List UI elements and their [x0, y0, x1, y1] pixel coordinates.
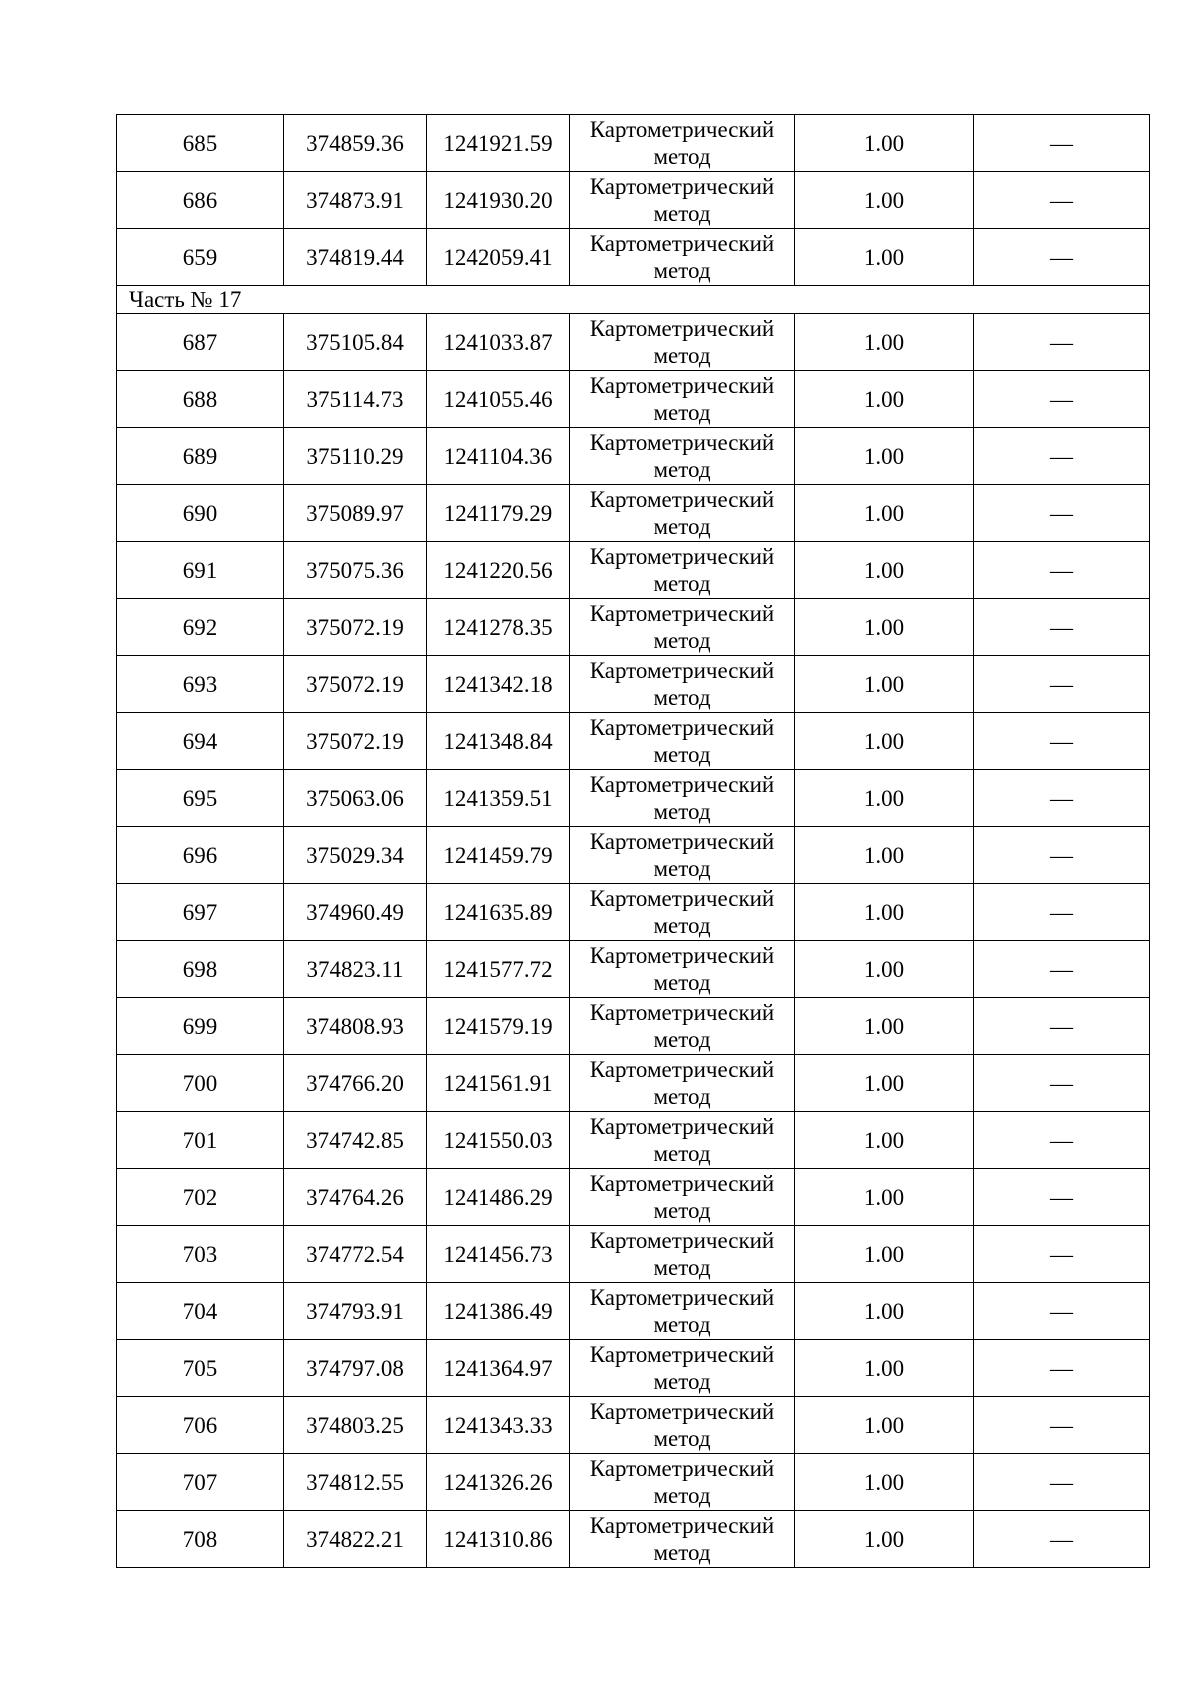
y-coordinate-cell: 1241550.03: [427, 1112, 570, 1169]
method-text-line1: Картометрический: [589, 174, 775, 199]
method-text-line2: метод: [653, 144, 711, 169]
point-number-cell: 659: [117, 229, 284, 286]
method-text-line2: метод: [653, 742, 711, 767]
method-text-line2: метод: [653, 201, 711, 226]
method-text-line2: метод: [653, 856, 711, 881]
table-row: [117, 1112, 1150, 1169]
description-cell: —: [974, 599, 1150, 656]
method-cell: [570, 713, 795, 770]
y-coordinate-cell: 1241561.91: [427, 1055, 570, 1112]
table-row: [117, 884, 1150, 941]
method-cell: [570, 1169, 795, 1226]
description-cell: —: [974, 1169, 1150, 1226]
method-cell: [570, 1454, 795, 1511]
point-number-cell: 695: [117, 770, 284, 827]
coordinates-table-body: [117, 115, 1150, 1568]
method-text-line1: Картометрический: [589, 1000, 775, 1025]
x-coordinate-cell: 374803.25: [284, 1397, 427, 1454]
accuracy-cell: 1.00: [795, 542, 974, 599]
y-coordinate-cell: 1241179.29: [427, 485, 570, 542]
x-coordinate-cell: 375063.06: [284, 770, 427, 827]
method-text-line1: Картометрический: [589, 1057, 775, 1082]
x-coordinate-cell: 374793.91: [284, 1283, 427, 1340]
accuracy-cell: 1.00: [795, 998, 974, 1055]
y-coordinate-cell: 1241579.19: [427, 998, 570, 1055]
table-row: [117, 542, 1150, 599]
method-cell: [570, 542, 795, 599]
method-text-line1: Картометрический: [589, 544, 775, 569]
y-coordinate-cell: 1241348.84: [427, 713, 570, 770]
coordinates-table: [116, 114, 1150, 1568]
method-text-line1: Картометрический: [589, 117, 775, 142]
y-coordinate-cell: 1241033.87: [427, 314, 570, 371]
method-text-line2: метод: [653, 514, 711, 539]
point-number-cell: 699: [117, 998, 284, 1055]
x-coordinate-cell: 374772.54: [284, 1226, 427, 1283]
table-row: [117, 485, 1150, 542]
point-number-cell: 690: [117, 485, 284, 542]
x-coordinate-cell: 374742.85: [284, 1112, 427, 1169]
table-row: [117, 1340, 1150, 1397]
description-cell: —: [974, 229, 1150, 286]
x-coordinate-cell: 375072.19: [284, 656, 427, 713]
method-text-line2: метод: [653, 1255, 711, 1280]
table-row: [117, 371, 1150, 428]
method-text-line1: Картометрический: [589, 601, 775, 626]
method-cell: [570, 229, 795, 286]
method-cell: [570, 599, 795, 656]
point-number-cell: 688: [117, 371, 284, 428]
y-coordinate-cell: 1241635.89: [427, 884, 570, 941]
method-text-line2: метод: [653, 1312, 711, 1337]
method-text-line2: метод: [653, 1198, 711, 1223]
point-number-cell: 702: [117, 1169, 284, 1226]
table-row: [117, 656, 1150, 713]
y-coordinate-cell: 1241486.29: [427, 1169, 570, 1226]
point-number-cell: 697: [117, 884, 284, 941]
x-coordinate-cell: 374822.21: [284, 1511, 427, 1568]
x-coordinate-cell: 375105.84: [284, 314, 427, 371]
accuracy-cell: 1.00: [795, 827, 974, 884]
table-row: [117, 1511, 1150, 1568]
description-cell: —: [974, 1454, 1150, 1511]
method-text-line1: Картометрический: [589, 1456, 775, 1481]
method-cell: [570, 884, 795, 941]
table-row: [117, 827, 1150, 884]
y-coordinate-cell: 1241359.51: [427, 770, 570, 827]
y-coordinate-cell: 1241343.33: [427, 1397, 570, 1454]
accuracy-cell: 1.00: [795, 485, 974, 542]
accuracy-cell: 1.00: [795, 1283, 974, 1340]
point-number-cell: 686: [117, 172, 284, 229]
method-text-line1: Картометрический: [589, 1285, 775, 1310]
description-cell: —: [974, 542, 1150, 599]
description-cell: —: [974, 1226, 1150, 1283]
table-row: [117, 115, 1150, 172]
method-cell: [570, 1055, 795, 1112]
method-text-line1: Картометрический: [589, 1114, 775, 1139]
description-cell: —: [974, 485, 1150, 542]
method-text-line2: метод: [653, 400, 711, 425]
description-cell: —: [974, 941, 1150, 998]
description-cell: —: [974, 1283, 1150, 1340]
accuracy-cell: 1.00: [795, 1340, 974, 1397]
method-cell: [570, 1283, 795, 1340]
table-row: [117, 998, 1150, 1055]
method-cell: [570, 1397, 795, 1454]
method-text-line2: метод: [653, 1027, 711, 1052]
x-coordinate-cell: 374823.11: [284, 941, 427, 998]
method-text-line2: метод: [653, 1540, 711, 1565]
method-text-line2: метод: [653, 457, 711, 482]
y-coordinate-cell: 1241930.20: [427, 172, 570, 229]
method-text-line2: метод: [653, 799, 711, 824]
y-coordinate-cell: 1241921.59: [427, 115, 570, 172]
description-cell: —: [974, 1112, 1150, 1169]
method-text-line1: Картометрический: [589, 886, 775, 911]
method-cell: [570, 656, 795, 713]
accuracy-cell: 1.00: [795, 713, 974, 770]
description-cell: —: [974, 656, 1150, 713]
x-coordinate-cell: 374797.08: [284, 1340, 427, 1397]
description-cell: —: [974, 770, 1150, 827]
y-coordinate-cell: 1241459.79: [427, 827, 570, 884]
method-text-line2: метод: [653, 571, 711, 596]
point-number-cell: 705: [117, 1340, 284, 1397]
table-row: [117, 1169, 1150, 1226]
part-header-row: [117, 286, 1150, 314]
method-text-line1: Картометрический: [589, 1228, 775, 1253]
description-cell: —: [974, 371, 1150, 428]
method-text-line1: Картометрический: [589, 316, 775, 341]
x-coordinate-cell: 375075.36: [284, 542, 427, 599]
method-cell: [570, 1340, 795, 1397]
point-number-cell: 706: [117, 1397, 284, 1454]
accuracy-cell: 1.00: [795, 428, 974, 485]
accuracy-cell: 1.00: [795, 314, 974, 371]
accuracy-cell: 1.00: [795, 1169, 974, 1226]
method-text-line1: Картометрический: [589, 1171, 775, 1196]
table-row: [117, 229, 1150, 286]
description-cell: —: [974, 428, 1150, 485]
method-text-line1: Картометрический: [589, 1513, 775, 1538]
table-row: [117, 713, 1150, 770]
method-cell: [570, 827, 795, 884]
method-cell: [570, 485, 795, 542]
point-number-cell: 698: [117, 941, 284, 998]
x-coordinate-cell: 375110.29: [284, 428, 427, 485]
x-coordinate-cell: 375089.97: [284, 485, 427, 542]
method-text-line1: Картометрический: [589, 829, 775, 854]
point-number-cell: 703: [117, 1226, 284, 1283]
method-text-line1: Картометрический: [589, 943, 775, 968]
x-coordinate-cell: 375114.73: [284, 371, 427, 428]
x-coordinate-cell: 374873.91: [284, 172, 427, 229]
x-coordinate-cell: 375029.34: [284, 827, 427, 884]
table-row: [117, 314, 1150, 371]
method-text-line1: Картометрический: [589, 487, 775, 512]
method-text-line2: метод: [653, 913, 711, 938]
method-cell: [570, 428, 795, 485]
accuracy-cell: 1.00: [795, 1511, 974, 1568]
x-coordinate-cell: 374859.36: [284, 115, 427, 172]
accuracy-cell: 1.00: [795, 599, 974, 656]
method-text-line1: Картометрический: [589, 715, 775, 740]
accuracy-cell: 1.00: [795, 884, 974, 941]
y-coordinate-cell: 1241310.86: [427, 1511, 570, 1568]
method-cell: [570, 1511, 795, 1568]
table-row: [117, 172, 1150, 229]
y-coordinate-cell: 1241364.97: [427, 1340, 570, 1397]
method-text-line1: Картометрический: [589, 430, 775, 455]
description-cell: —: [974, 998, 1150, 1055]
method-text-line2: метод: [653, 1369, 711, 1394]
method-cell: [570, 1112, 795, 1169]
description-cell: —: [974, 314, 1150, 371]
accuracy-cell: 1.00: [795, 1112, 974, 1169]
x-coordinate-cell: 375072.19: [284, 713, 427, 770]
point-number-cell: 687: [117, 314, 284, 371]
table-row: [117, 941, 1150, 998]
y-coordinate-cell: 1241055.46: [427, 371, 570, 428]
method-cell: [570, 770, 795, 827]
table-row: [117, 1226, 1150, 1283]
table-row: [117, 1283, 1150, 1340]
x-coordinate-cell: 375072.19: [284, 599, 427, 656]
y-coordinate-cell: 1241220.56: [427, 542, 570, 599]
method-text-line2: метод: [653, 258, 711, 283]
accuracy-cell: 1.00: [795, 115, 974, 172]
table-row: [117, 1055, 1150, 1112]
y-coordinate-cell: 1241577.72: [427, 941, 570, 998]
method-cell: [570, 115, 795, 172]
method-text-line1: Картометрический: [589, 231, 775, 256]
y-coordinate-cell: 1241342.18: [427, 656, 570, 713]
method-cell: [570, 314, 795, 371]
point-number-cell: 685: [117, 115, 284, 172]
method-text-line2: метод: [653, 685, 711, 710]
method-text-line2: метод: [653, 970, 711, 995]
accuracy-cell: 1.00: [795, 1055, 974, 1112]
method-cell: [570, 172, 795, 229]
point-number-cell: 701: [117, 1112, 284, 1169]
x-coordinate-cell: 374819.44: [284, 229, 427, 286]
description-cell: —: [974, 1511, 1150, 1568]
description-cell: —: [974, 1340, 1150, 1397]
point-number-cell: 693: [117, 656, 284, 713]
method-text-line1: Картометрический: [589, 1342, 775, 1367]
description-cell: —: [974, 1397, 1150, 1454]
method-text-line2: метод: [653, 1141, 711, 1166]
y-coordinate-cell: 1242059.41: [427, 229, 570, 286]
description-cell: —: [974, 1055, 1150, 1112]
description-cell: —: [974, 172, 1150, 229]
y-coordinate-cell: 1241326.26: [427, 1454, 570, 1511]
method-text-line2: метод: [653, 1426, 711, 1451]
point-number-cell: 691: [117, 542, 284, 599]
y-coordinate-cell: 1241278.35: [427, 599, 570, 656]
point-number-cell: 694: [117, 713, 284, 770]
x-coordinate-cell: 374812.55: [284, 1454, 427, 1511]
table-row: [117, 1454, 1150, 1511]
accuracy-cell: 1.00: [795, 656, 974, 713]
accuracy-cell: 1.00: [795, 1454, 974, 1511]
x-coordinate-cell: 374764.26: [284, 1169, 427, 1226]
x-coordinate-cell: 374808.93: [284, 998, 427, 1055]
method-text-line2: метод: [653, 1483, 711, 1508]
method-cell: [570, 371, 795, 428]
x-coordinate-cell: 374766.20: [284, 1055, 427, 1112]
method-cell: [570, 1226, 795, 1283]
accuracy-cell: 1.00: [795, 1226, 974, 1283]
table-row: [117, 770, 1150, 827]
point-number-cell: 704: [117, 1283, 284, 1340]
description-cell: —: [974, 115, 1150, 172]
x-coordinate-cell: 374960.49: [284, 884, 427, 941]
method-text-line2: метод: [653, 1084, 711, 1109]
method-text-line1: Картометрический: [589, 373, 775, 398]
method-text-line1: Картометрический: [589, 772, 775, 797]
accuracy-cell: 1.00: [795, 941, 974, 998]
description-cell: —: [974, 713, 1150, 770]
part-label: Часть № 17: [117, 286, 1150, 314]
method-cell: [570, 998, 795, 1055]
accuracy-cell: 1.00: [795, 1397, 974, 1454]
table-row: [117, 599, 1150, 656]
description-cell: —: [974, 827, 1150, 884]
method-cell: [570, 941, 795, 998]
method-text-line1: Картометрический: [589, 1399, 775, 1424]
point-number-cell: 692: [117, 599, 284, 656]
point-number-cell: 689: [117, 428, 284, 485]
point-number-cell: 696: [117, 827, 284, 884]
y-coordinate-cell: 1241456.73: [427, 1226, 570, 1283]
point-number-cell: 707: [117, 1454, 284, 1511]
table-row: [117, 428, 1150, 485]
method-text-line2: метод: [653, 343, 711, 368]
y-coordinate-cell: 1241104.36: [427, 428, 570, 485]
point-number-cell: 708: [117, 1511, 284, 1568]
y-coordinate-cell: 1241386.49: [427, 1283, 570, 1340]
accuracy-cell: 1.00: [795, 770, 974, 827]
accuracy-cell: 1.00: [795, 172, 974, 229]
description-cell: —: [974, 884, 1150, 941]
table-row: [117, 1397, 1150, 1454]
point-number-cell: 700: [117, 1055, 284, 1112]
method-text-line1: Картометрический: [589, 658, 775, 683]
accuracy-cell: 1.00: [795, 371, 974, 428]
method-text-line2: метод: [653, 628, 711, 653]
accuracy-cell: 1.00: [795, 229, 974, 286]
